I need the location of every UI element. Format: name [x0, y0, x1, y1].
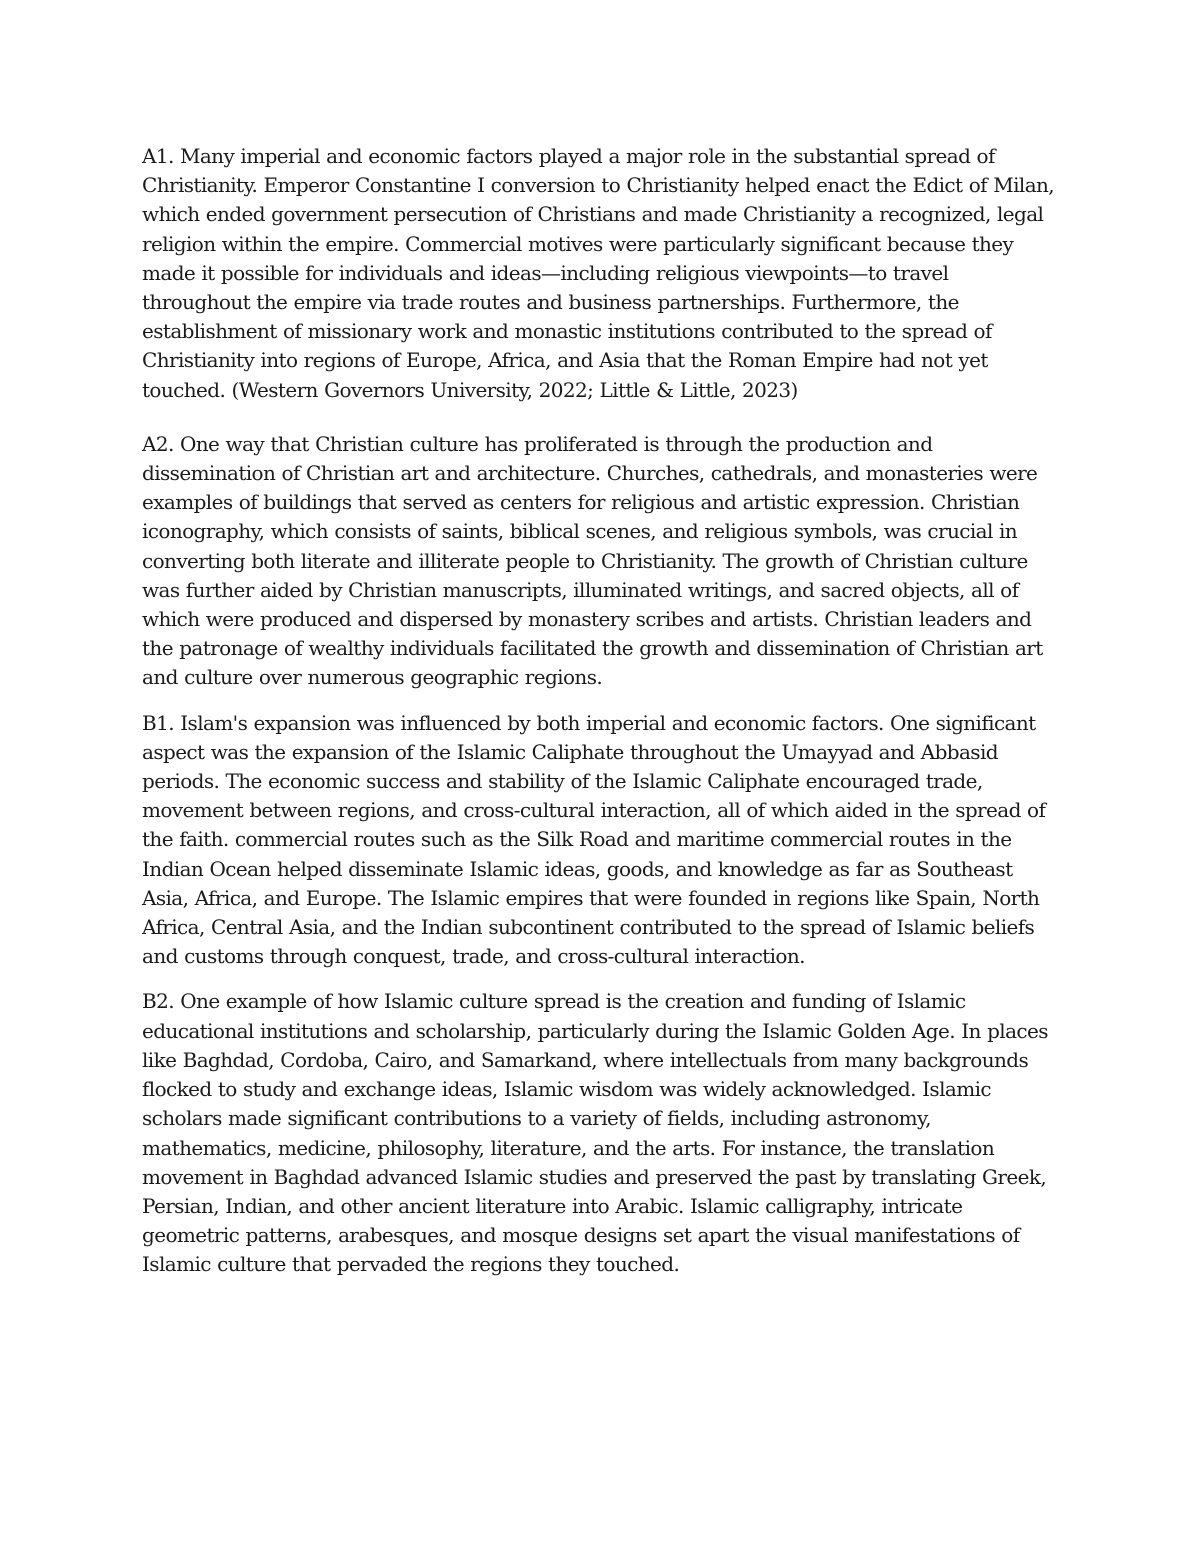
paragraph-a2: A2. One way that Christian culture has proliferated is through the production and dissemination of Christian art and architecture. Churches, cathedrals, and monasteries were examples of buildings that served as centers for religious and artistic expression. Christian iconography, which consists of saints, biblical scenes, and religious symbols, was crucial in converting both literate and illiterate people to Christianity. The growth of Christian culture was further aided by Christian manuscripts, illuminated writings, and sacred objects, all of which were produced and dispersed by monastery scribes and artists. Christian leaders and the patronage of wealthy individuals facilitated the growth and dissemination of Christian art and culture over numerous geographic regions.	[142, 431, 1043, 690]
paragraph-a1: A1. Many imperial and economic factors played a major role in the substantial spread of Christianity. Emperor Constantine I conversion to Christianity helped enact the Edict of Milan, which ended government persecution of Christians and made Christianity a recognized, legal religion within the empire. Commercial motives were particularly significant because they made it possible for individuals and ideas—including religious viewpoints—to travel throughout the empire via trade routes and business partnerships. Furthermore, the establishment of missionary work and monastic institutions contributed to the spread of Christianity into regions of Europe, Africa, and Asia that the Roman Empire had not yet touched. (Western Governors University, 2022; Little & Little, 2023)	[142, 144, 1055, 402]
paragraph-b2: B2. One example of how Islamic culture spread is the creation and funding of Islamic educational institutions and scholarship, particularly during the Islamic Golden Age. In places like Baghdad, Cordoba, Cairo, and Samarkand, where intellectuals from many backgrounds flocked to study and exchange ideas, Islamic wisdom was widely acknowledged. Islamic scholars made significant contributions to a variety of fields, including astronomy, mathematics, medicine, philosophy, literature, and the arts. For instance, the translation movement in Baghdad advanced Islamic studies and preserved the past by translating Greek, Persian, Indian, and other ancient literature into Arabic. Islamic calligraphy, intricate geometric patterns, arabesques, and mosque designs set apart the visual manifestations of Islamic culture that pervaded the regions they touched.	[142, 989, 1048, 1277]
document-body	[142, 142, 1062, 1280]
paragraph-b1: B1. Islam's expansion was influenced by both imperial and economic factors. One significant aspect was the expansion of the Islamic Caliphate throughout the Umayyad and Abbasid periods. The economic success and stability of the Islamic Caliphate encouraged trade, movement between regions, and cross-cultural interaction, all of which aided in the spread of the faith. commercial routes such as the Silk Road and maritime commercial routes in the Indian Ocean helped disseminate Islamic ideas, goods, and knowledge as far as Southeast Asia, Africa, and Europe. The Islamic empires that were founded in regions like Spain, North Africa, Central Asia, and the Indian subcontinent contributed to the spread of Islamic beliefs and customs through conquest, trade, and cross-cultural interaction.	[142, 710, 1046, 969]
